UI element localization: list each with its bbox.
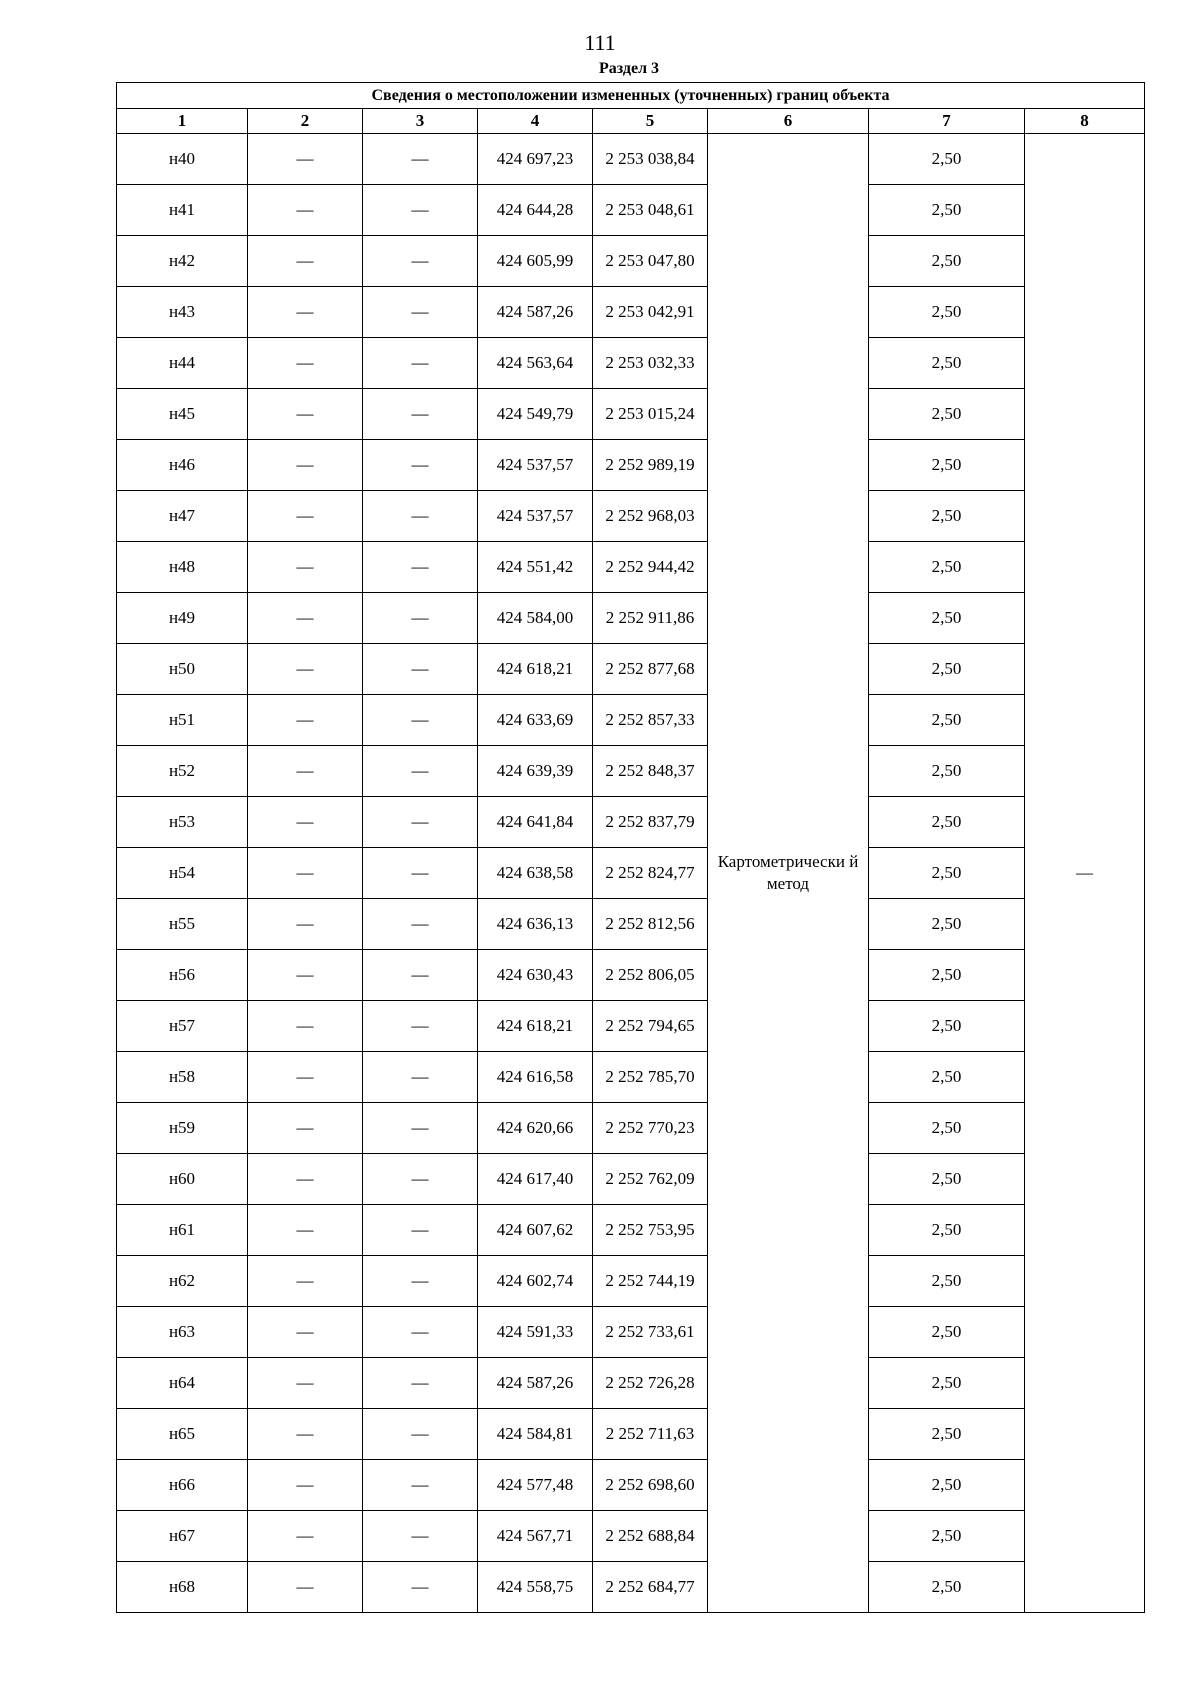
table-row (117, 491, 1145, 542)
y-coord-cell: 2 253 032,33 (593, 338, 708, 389)
col3-cell: — (363, 338, 478, 389)
section-label: Раздел 3 (598, 60, 660, 77)
accuracy-cell: 2,50 (869, 746, 1025, 797)
accuracy-cell: 2,50 (869, 236, 1025, 287)
x-coord-cell: 424 633,69 (478, 695, 593, 746)
point-name-cell: н62 (117, 1256, 248, 1307)
column-number-header: 4 (478, 109, 593, 134)
table-row (117, 1256, 1145, 1307)
y-coord-cell: 2 252 762,09 (593, 1154, 708, 1205)
col2-cell: — (248, 185, 363, 236)
y-coord-cell: 2 252 753,95 (593, 1205, 708, 1256)
col2-cell: — (248, 644, 363, 695)
col3-cell: — (363, 1205, 478, 1256)
col2-cell: — (248, 1205, 363, 1256)
col3-cell: — (363, 644, 478, 695)
accuracy-cell: 2,50 (869, 797, 1025, 848)
col3-cell: — (363, 797, 478, 848)
y-coord-cell: 2 252 944,42 (593, 542, 708, 593)
table-row (117, 338, 1145, 389)
point-name-cell: н46 (117, 440, 248, 491)
col2-cell: — (248, 236, 363, 287)
accuracy-cell: 2,50 (869, 848, 1025, 899)
col3-cell: — (363, 134, 478, 185)
table-title: Сведения о местоположении измененных (уточненных) границ объекта (117, 83, 1145, 109)
y-coord-cell: 2 252 911,86 (593, 593, 708, 644)
y-coord-cell: 2 252 806,05 (593, 950, 708, 1001)
point-name-cell: н56 (117, 950, 248, 1001)
column-number-header: 7 (869, 109, 1025, 134)
col2-cell: — (248, 695, 363, 746)
y-coord-cell: 2 252 824,77 (593, 848, 708, 899)
table-row (117, 287, 1145, 338)
accuracy-cell: 2,50 (869, 644, 1025, 695)
point-name-cell: н59 (117, 1103, 248, 1154)
col2-cell: — (248, 440, 363, 491)
col3-cell: — (363, 1103, 478, 1154)
x-coord-cell: 424 641,84 (478, 797, 593, 848)
point-name-cell: н51 (117, 695, 248, 746)
column-number-header: 3 (363, 109, 478, 134)
point-name-cell: н48 (117, 542, 248, 593)
table-row (117, 389, 1145, 440)
x-coord-cell: 424 558,75 (478, 1562, 593, 1613)
point-name-cell: н55 (117, 899, 248, 950)
col2-cell: — (248, 1154, 363, 1205)
col3-cell: — (363, 1052, 478, 1103)
y-coord-cell: 2 252 684,77 (593, 1562, 708, 1613)
col2-cell: — (248, 848, 363, 899)
table-row (117, 848, 1145, 899)
col2-cell: — (248, 1001, 363, 1052)
x-coord-cell: 424 636,13 (478, 899, 593, 950)
x-coord-cell: 424 563,64 (478, 338, 593, 389)
accuracy-cell: 2,50 (869, 1256, 1025, 1307)
accuracy-cell: 2,50 (869, 1511, 1025, 1562)
col2-cell: — (248, 1460, 363, 1511)
y-coord-cell: 2 252 733,61 (593, 1307, 708, 1358)
x-coord-cell: 424 602,74 (478, 1256, 593, 1307)
point-name-cell: н54 (117, 848, 248, 899)
col2-cell: — (248, 1103, 363, 1154)
point-name-cell: н50 (117, 644, 248, 695)
x-coord-cell: 424 537,57 (478, 440, 593, 491)
table-row (117, 797, 1145, 848)
x-coord-cell: 424 607,62 (478, 1205, 593, 1256)
table-row (117, 593, 1145, 644)
col3-cell: — (363, 848, 478, 899)
x-coord-cell: 424 639,39 (478, 746, 593, 797)
col2-cell: — (248, 491, 363, 542)
x-coord-cell: 424 584,00 (478, 593, 593, 644)
col3-cell: — (363, 746, 478, 797)
col3-cell: — (363, 593, 478, 644)
point-name-cell: н64 (117, 1358, 248, 1409)
y-coord-cell: 2 252 770,23 (593, 1103, 708, 1154)
point-name-cell: н63 (117, 1307, 248, 1358)
y-coord-cell: 2 252 989,19 (593, 440, 708, 491)
point-name-cell: н60 (117, 1154, 248, 1205)
point-name-cell: н67 (117, 1511, 248, 1562)
point-name-cell: н43 (117, 287, 248, 338)
accuracy-cell: 2,50 (869, 542, 1025, 593)
y-coord-cell: 2 253 047,80 (593, 236, 708, 287)
point-name-cell: н40 (117, 134, 248, 185)
x-coord-cell: 424 577,48 (478, 1460, 593, 1511)
accuracy-cell: 2,50 (869, 134, 1025, 185)
col8-cell: — (1025, 134, 1145, 1613)
point-name-cell: н61 (117, 1205, 248, 1256)
col2-cell: — (248, 1409, 363, 1460)
col3-cell: — (363, 1409, 478, 1460)
y-coord-cell: 2 252 698,60 (593, 1460, 708, 1511)
x-coord-cell: 424 644,28 (478, 185, 593, 236)
table-row (117, 1511, 1145, 1562)
point-name-cell: н57 (117, 1001, 248, 1052)
y-coord-cell: 2 252 877,68 (593, 644, 708, 695)
x-coord-cell: 424 587,26 (478, 1358, 593, 1409)
x-coord-cell: 424 618,21 (478, 644, 593, 695)
method-cell: Картометрически й метод (708, 134, 869, 1613)
point-name-cell: н53 (117, 797, 248, 848)
col3-cell: — (363, 389, 478, 440)
y-coord-cell: 2 253 048,61 (593, 185, 708, 236)
y-coord-cell: 2 253 015,24 (593, 389, 708, 440)
table-row (117, 1409, 1145, 1460)
page-number: 111 (584, 30, 616, 55)
table-row (117, 1205, 1145, 1256)
col3-cell: — (363, 1511, 478, 1562)
col2-cell: — (248, 389, 363, 440)
point-name-cell: н42 (117, 236, 248, 287)
col3-cell: — (363, 1256, 478, 1307)
col3-cell: — (363, 185, 478, 236)
table-row (117, 440, 1145, 491)
point-name-cell: н66 (117, 1460, 248, 1511)
col3-cell: — (363, 950, 478, 1001)
col2-cell: — (248, 797, 363, 848)
x-coord-cell: 424 584,81 (478, 1409, 593, 1460)
y-coord-cell: 2 252 726,28 (593, 1358, 708, 1409)
y-coord-cell: 2 253 042,91 (593, 287, 708, 338)
table-row (117, 950, 1145, 1001)
x-coord-cell: 424 587,26 (478, 287, 593, 338)
accuracy-cell: 2,50 (869, 593, 1025, 644)
point-name-cell: н65 (117, 1409, 248, 1460)
accuracy-cell: 2,50 (869, 491, 1025, 542)
table-row (117, 185, 1145, 236)
point-name-cell: н44 (117, 338, 248, 389)
column-number-header: 6 (708, 109, 869, 134)
accuracy-cell: 2,50 (869, 950, 1025, 1001)
accuracy-cell: 2,50 (869, 1307, 1025, 1358)
col2-cell: — (248, 134, 363, 185)
x-coord-cell: 424 549,79 (478, 389, 593, 440)
x-coord-cell: 424 616,58 (478, 1052, 593, 1103)
point-name-cell: н45 (117, 389, 248, 440)
y-coord-cell: 2 252 848,37 (593, 746, 708, 797)
column-number-header: 1 (117, 109, 248, 134)
x-coord-cell: 424 537,57 (478, 491, 593, 542)
accuracy-cell: 2,50 (869, 1205, 1025, 1256)
x-coord-cell: 424 591,33 (478, 1307, 593, 1358)
col2-cell: — (248, 1052, 363, 1103)
col3-cell: — (363, 1001, 478, 1052)
col2-cell: — (248, 1511, 363, 1562)
y-coord-cell: 2 252 688,84 (593, 1511, 708, 1562)
table-row (117, 1052, 1145, 1103)
col3-cell: — (363, 1460, 478, 1511)
table-row (117, 134, 1145, 185)
x-coord-cell: 424 697,23 (478, 134, 593, 185)
y-coord-cell: 2 252 968,03 (593, 491, 708, 542)
accuracy-cell: 2,50 (869, 440, 1025, 491)
accuracy-cell: 2,50 (869, 287, 1025, 338)
column-number-header: 8 (1025, 109, 1145, 134)
col2-cell: — (248, 287, 363, 338)
col3-cell: — (363, 1562, 478, 1613)
col3-cell: — (363, 287, 478, 338)
boundary-table (116, 82, 1145, 1613)
column-number-header: 5 (593, 109, 708, 134)
table-row (117, 746, 1145, 797)
y-coord-cell: 2 252 744,19 (593, 1256, 708, 1307)
table-row (117, 1460, 1145, 1511)
x-coord-cell: 424 620,66 (478, 1103, 593, 1154)
point-name-cell: н58 (117, 1052, 248, 1103)
accuracy-cell: 2,50 (869, 1103, 1025, 1154)
column-number-header: 2 (248, 109, 363, 134)
col3-cell: — (363, 1154, 478, 1205)
accuracy-cell: 2,50 (869, 338, 1025, 389)
y-coord-cell: 2 252 711,63 (593, 1409, 708, 1460)
col3-cell: — (363, 236, 478, 287)
col3-cell: — (363, 1358, 478, 1409)
table-row (117, 1103, 1145, 1154)
col3-cell: — (363, 899, 478, 950)
table-row (117, 542, 1145, 593)
accuracy-cell: 2,50 (869, 1409, 1025, 1460)
point-name-cell: н52 (117, 746, 248, 797)
y-coord-cell: 2 252 785,70 (593, 1052, 708, 1103)
x-coord-cell: 424 617,40 (478, 1154, 593, 1205)
y-coord-cell: 2 252 794,65 (593, 1001, 708, 1052)
x-coord-cell: 424 605,99 (478, 236, 593, 287)
table-row (117, 1562, 1145, 1613)
col2-cell: — (248, 338, 363, 389)
accuracy-cell: 2,50 (869, 185, 1025, 236)
table-row (117, 1001, 1145, 1052)
point-name-cell: н49 (117, 593, 248, 644)
col3-cell: — (363, 1307, 478, 1358)
table-row (117, 236, 1145, 287)
table-row (117, 695, 1145, 746)
col3-cell: — (363, 491, 478, 542)
table-row (117, 644, 1145, 695)
accuracy-cell: 2,50 (869, 1154, 1025, 1205)
point-name-cell: н41 (117, 185, 248, 236)
point-name-cell: н47 (117, 491, 248, 542)
x-coord-cell: 424 551,42 (478, 542, 593, 593)
y-coord-cell: 2 252 812,56 (593, 899, 708, 950)
point-name-cell: н68 (117, 1562, 248, 1613)
accuracy-cell: 2,50 (869, 1562, 1025, 1613)
accuracy-cell: 2,50 (869, 695, 1025, 746)
table-row (117, 1307, 1145, 1358)
y-coord-cell: 2 252 857,33 (593, 695, 708, 746)
col3-cell: — (363, 440, 478, 491)
x-coord-cell: 424 630,43 (478, 950, 593, 1001)
col2-cell: — (248, 1358, 363, 1409)
x-coord-cell: 424 618,21 (478, 1001, 593, 1052)
accuracy-cell: 2,50 (869, 1358, 1025, 1409)
accuracy-cell: 2,50 (869, 1001, 1025, 1052)
col3-cell: — (363, 542, 478, 593)
col2-cell: — (248, 746, 363, 797)
col2-cell: — (248, 1562, 363, 1613)
accuracy-cell: 2,50 (869, 1052, 1025, 1103)
col2-cell: — (248, 542, 363, 593)
col2-cell: — (248, 899, 363, 950)
table-row (117, 1358, 1145, 1409)
accuracy-cell: 2,50 (869, 389, 1025, 440)
y-coord-cell: 2 252 837,79 (593, 797, 708, 848)
col2-cell: — (248, 950, 363, 1001)
table-row (117, 1154, 1145, 1205)
accuracy-cell: 2,50 (869, 899, 1025, 950)
col2-cell: — (248, 1256, 363, 1307)
accuracy-cell: 2,50 (869, 1460, 1025, 1511)
x-coord-cell: 424 567,71 (478, 1511, 593, 1562)
col2-cell: — (248, 1307, 363, 1358)
table-row (117, 899, 1145, 950)
x-coord-cell: 424 638,58 (478, 848, 593, 899)
y-coord-cell: 2 253 038,84 (593, 134, 708, 185)
col3-cell: — (363, 695, 478, 746)
col2-cell: — (248, 593, 363, 644)
